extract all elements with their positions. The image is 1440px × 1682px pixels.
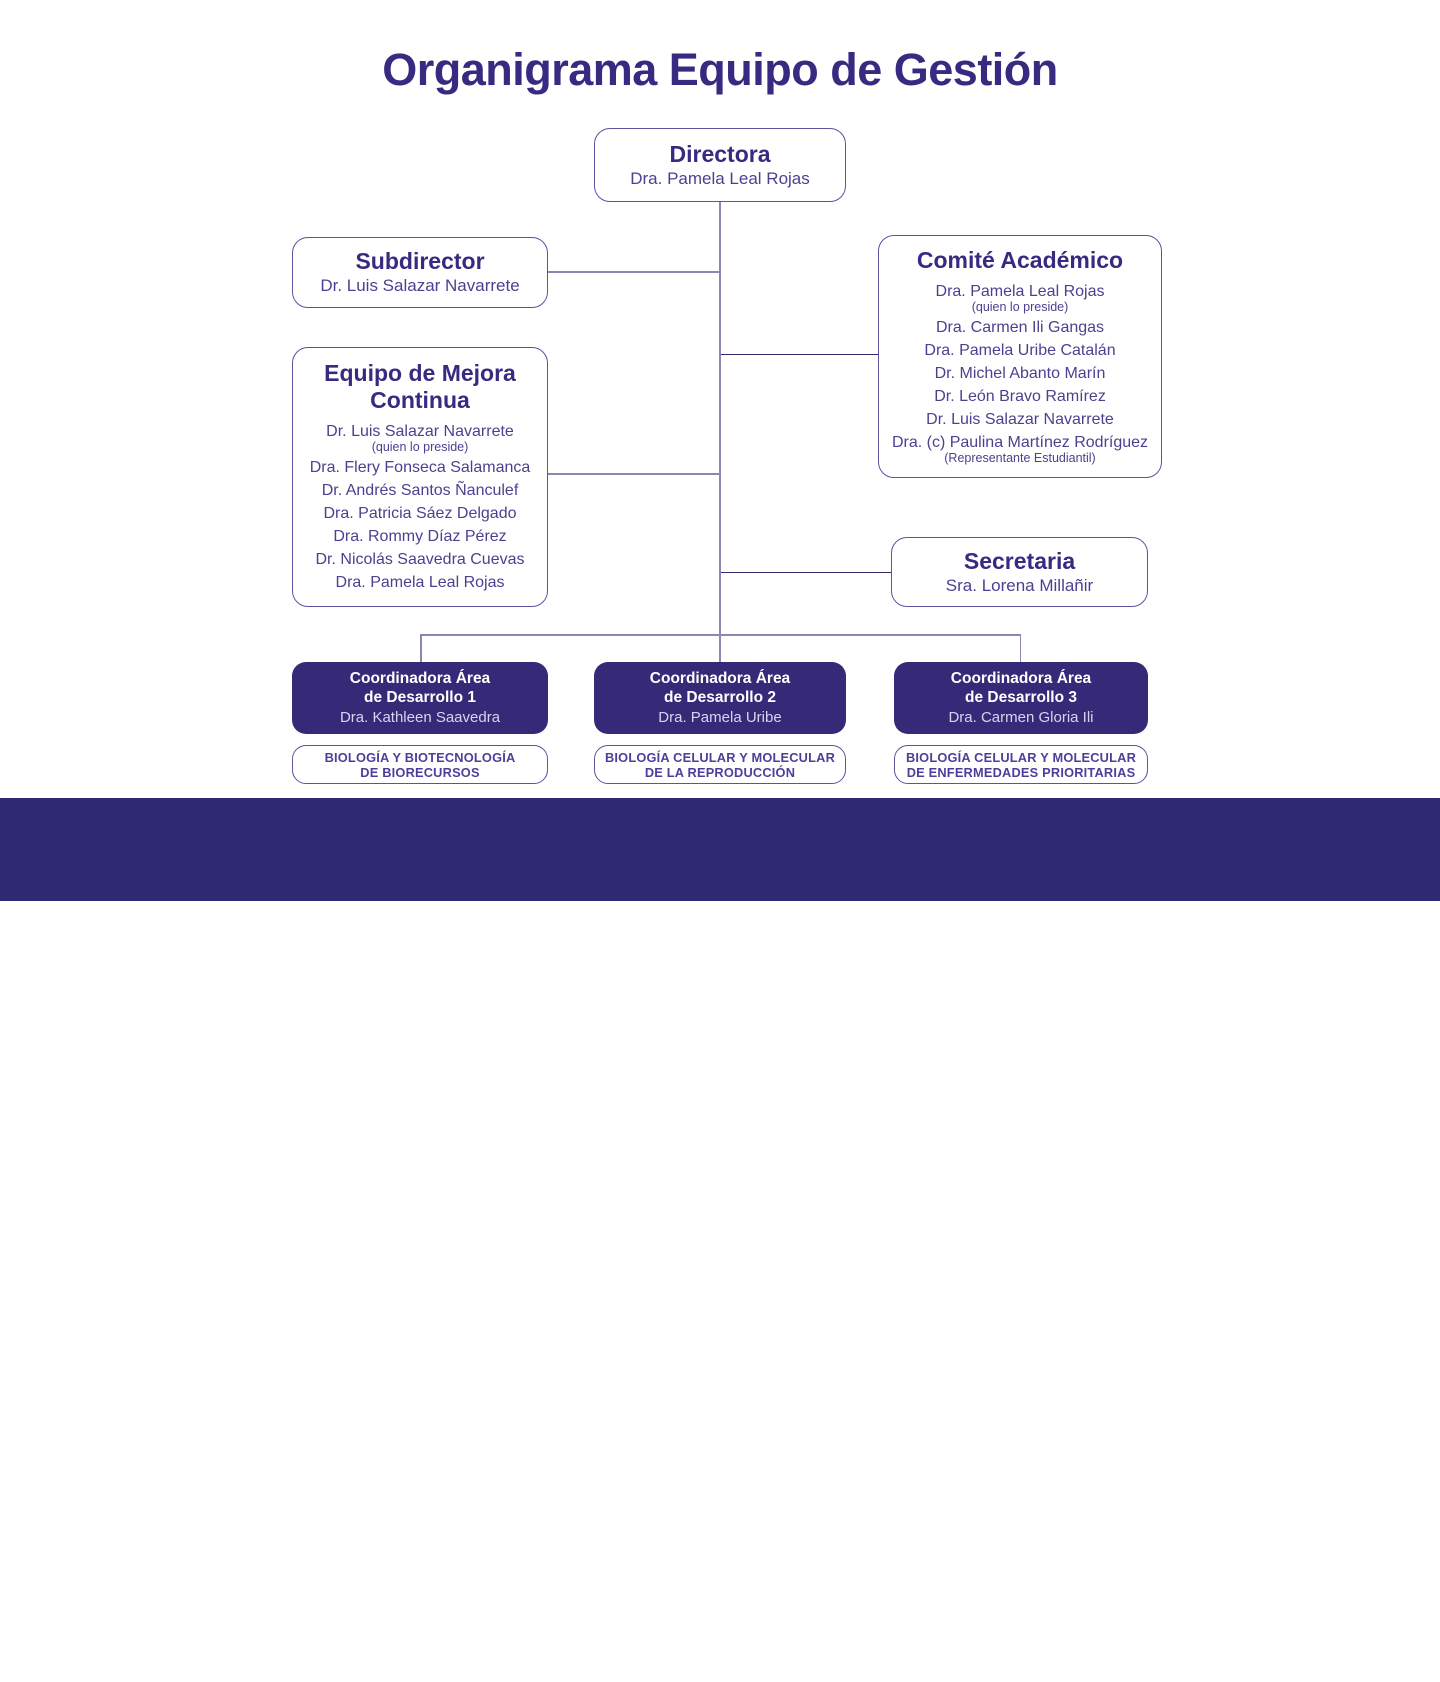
dimension-item: • DOCENCIA Y RESULTADOS DEL PROCESO DE FORMACIÓN (1268, 1635, 1416, 1643)
connector-subdirector (548, 271, 719, 273)
area-1-line1: BIOLOGÍA Y BIOTECNOLOGÍA (324, 749, 516, 765)
dimension-item: • VINCULACIÓN CON EL MEDIO (1268, 1658, 1416, 1666)
connector-spine (719, 202, 721, 662)
coordinadora-1-title-line2: de Desarrollo 1 (364, 688, 476, 706)
accredited-line1: UNIVERSIDAD (1171, 1621, 1253, 1634)
node-coordinadora-2 (594, 662, 846, 734)
coordinadora-2-name: Dra. Pamela Uribe (658, 708, 782, 726)
comite-member-note: (Representante Estudiantil) (944, 450, 1096, 465)
valid-until: HASTA EL 3 DE SEPTIEMBRE DE 2030 (1171, 1671, 1256, 1677)
ufro-frontera-label: DE LA FRONTERA (1022, 1670, 1125, 1682)
area-2-line1: BIOLOGÍA CELULAR Y MOLECULAR (604, 749, 836, 765)
page-title: Organigrama Equipo de Gestión (382, 44, 1058, 95)
ufro-logo (1022, 1608, 1125, 1682)
equipo-heading: Equipo de Mejora Continua (324, 360, 516, 413)
dimension-item: • GESTIÓN ESTRATÉGICA Y RECURSOS INSTITUCIONALES (1268, 1642, 1416, 1650)
equipo-member: Dr. Andrés Santos Ñanculef (321, 482, 519, 499)
accredited-line2: ACREDITADA (1171, 1633, 1249, 1646)
cna-subtext: Comisión Nacional de Acreditación Chile (1127, 1658, 1161, 1673)
accredited-text (1171, 1621, 1256, 1677)
secretaria-heading: Secretaria (963, 547, 1076, 574)
level-line2: AVANZADO (1171, 1656, 1253, 1672)
cna-acronym: CNA (1128, 1644, 1160, 1660)
comite-member-note: (quien lo preside) (971, 299, 1069, 314)
equipo-member: Dra. Patricia Sáez Delgado (323, 505, 517, 522)
dimension-item: • ASEGURAMIENTO INTERNO DE LA CALIDAD (1268, 1650, 1416, 1658)
secretaria-person: Sra. Lorena Millañir (945, 575, 1094, 595)
directora-person: Dra. Pamela Leal Rojas (630, 168, 810, 188)
directora-heading: Directora (669, 140, 771, 167)
comite-member: Dra. (c) Paulina Martínez Rodríguez (891, 433, 1149, 451)
node-coordinadora-3 (894, 662, 1148, 734)
area-1-line2: DE BIORECURSOS (360, 764, 480, 780)
dimensions-list (1265, 1626, 1416, 1674)
comite-heading: Comité Académico (916, 246, 1124, 273)
level-line1: NIVEL (1171, 1644, 1208, 1657)
node-subdirector (292, 237, 548, 308)
comite-member: Dra. Pamela Uribe Catalán (924, 341, 1116, 359)
node-area-3 (894, 745, 1148, 784)
coordinadora-2-title-line1: Coordinadora Área (649, 669, 791, 687)
subdirector-heading: Subdirector (355, 248, 485, 274)
node-area-1 (292, 745, 548, 784)
equipo-member: Dr. Nicolás Saavedra Cuevas (315, 551, 525, 568)
connector-drop-coord3 (1020, 634, 1022, 662)
node-directora (594, 128, 846, 202)
dimension-item: • INVESTIGACIÓN, CREACIÓN Y/O INNOVACIÓN (1268, 1666, 1416, 1674)
area-2-line2: DE LA REPRODUCCIÓN (644, 764, 796, 780)
comite-member: Dra. Carmen Ili Gangas (935, 318, 1105, 336)
connector-drop-coord1 (420, 634, 422, 662)
equipo-member: Dra. Rommy Díaz Pérez (333, 528, 507, 545)
equipo-member: Dra. Flery Fonseca Salamanca (309, 459, 531, 476)
coordinadora-3-title-line1: Coordinadora Área (950, 669, 1092, 687)
area-3-line2: DE ENFERMEDADES PRIORITARIAS (906, 764, 1136, 780)
footer-bar (0, 798, 1440, 1682)
node-equipo-mejora-continua (292, 347, 548, 607)
dimensions-title: DIMENSIONES: (1268, 1627, 1309, 1634)
coordinadora-1-title-line1: Coordinadora Área (349, 669, 491, 687)
area-3-line1: BIOLOGÍA CELULAR Y MOLECULAR (905, 749, 1137, 765)
coordinadora-1-name: Dra. Kathleen Saavedra (339, 708, 501, 726)
cna-mountains-icon (1127, 1627, 1161, 1645)
equipo-member-note: (quien lo preside) (371, 440, 469, 454)
coordinadora-3-name: Dra. Carmen Gloria Ili (948, 708, 1094, 726)
comite-member: Dra. Pamela Leal Rojas (935, 282, 1105, 300)
ufro-university-label: UNIVERSIDAD (1024, 1661, 1112, 1670)
node-secretaria (891, 537, 1148, 607)
equipo-member: Dr. Luis Salazar Navarrete (326, 423, 514, 440)
comite-member: Dr. León Bravo Ramírez (934, 387, 1106, 405)
accreditation-badge (1120, 1620, 1416, 1680)
node-comite-academico (878, 235, 1162, 478)
ufro-seal-icon (1045, 1608, 1091, 1658)
subdirector-person: Dr. Luis Salazar Navarrete (320, 276, 520, 295)
coordinadora-3-title-line2: de Desarrollo 3 (965, 688, 1077, 706)
connector-secretaria (721, 572, 891, 573)
comite-member: Dr. Luis Salazar Navarrete (926, 410, 1114, 428)
equipo-member: Dra. Pamela Leal Rojas (335, 574, 505, 591)
comite-member: Dr. Michel Abanto Marín (934, 364, 1106, 382)
connector-bottom-horizontal (420, 634, 1021, 636)
coordinadora-2-title-line2: de Desarrollo 2 (664, 688, 776, 706)
connector-comite (721, 354, 878, 355)
connector-equipo (548, 473, 719, 475)
node-area-2 (594, 745, 846, 784)
node-coordinadora-1 (292, 662, 548, 734)
cna-logo (1127, 1626, 1161, 1674)
